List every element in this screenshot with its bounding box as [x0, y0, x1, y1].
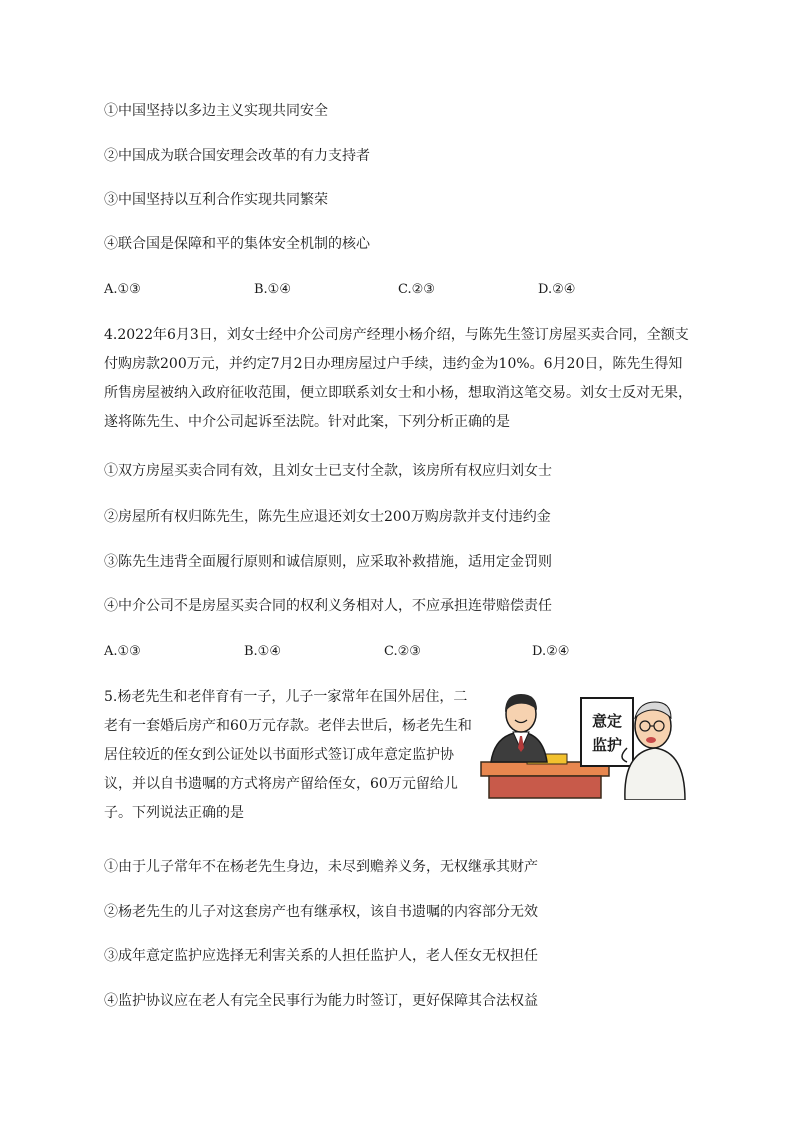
guardianship-illustration	[477, 688, 695, 800]
q5-stem: 5.杨老先生和老伴育有一子，儿子一家常年在国外居住，二老有一套婚后房产和60万元存款。老伴去世后，杨老先生和居住较近的侄女到公证处以书面形式签订成年意定监护协议，并以自书遗嘱的方式将房产留给侄女，60万元留给儿子。下列说法正确的是	[104, 689, 472, 821]
q3-statement-2: ②中国成为联合国安理会改革的有力支持者	[104, 148, 370, 164]
q4-option-c: C.②③	[384, 644, 421, 659]
q3-option-d: D.②④	[538, 282, 576, 297]
q4-stem: 4.2022年6月3日，刘女士经中介公司房产经理小杨介绍，与陈先生签订房屋买卖合同，全额支付购房款200万元，并约定7月2日办理房屋过户手续，违约金为10%。6月20日，陈先生得知所售房屋被纳入政府征收范围，便立即联系刘女士和小杨，想取消这笔交易。刘女士反对无果，遂将陈先生、中介公司起诉至法院。针对此案，下列分析正确的是	[104, 327, 692, 430]
q4-statement-4: ④中介公司不是房屋买卖合同的权利义务相对人，不应承担连带赔偿责任	[104, 598, 552, 614]
q4-option-a: A.①③	[104, 644, 141, 659]
q5-statement-3: ③成年意定监护应选择无利害关系的人担任监护人，老人侄女无权担任	[104, 948, 538, 964]
q3-option-b: B.①④	[254, 282, 291, 297]
q4-statement-2: ②房屋所有权归陈先生，陈先生应退还刘女士200万购房款并支付违约金	[104, 509, 551, 525]
sign-text-bottom: 监护	[591, 736, 623, 754]
q3-option-a: A.①③	[104, 282, 141, 297]
q4-statement-3: ③陈先生违背全面履行原则和诚信原则，应采取补救措施，适用定金罚则	[104, 554, 552, 570]
q4-statement-1: ①双方房屋买卖合同有效，且刘女士已支付全款，该房所有权应归刘女士	[104, 463, 552, 479]
q5-statement-2: ②杨老先生的儿子对这套房产也有继承权，该自书遗嘱的内容部分无效	[104, 904, 538, 920]
q3-statement-4: ④联合国是保障和平的集体安全机制的核心	[104, 236, 370, 252]
q5-statement-4: ④监护协议应在老人有完全民事行为能力时签订，更好保障其合法权益	[104, 993, 538, 1009]
sign-text-top: 意定	[591, 712, 623, 730]
q3-statement-3: ③中国坚持以互利合作实现共同繁荣	[104, 192, 328, 208]
q5-statement-1: ①由于儿子常年不在杨老先生身边，未尽到赡养义务，无权继承其财产	[104, 859, 538, 875]
q3-option-c: C.②③	[398, 282, 435, 297]
q4-option-d: D.②④	[532, 644, 570, 659]
q4-option-b: B.①④	[244, 644, 281, 659]
q3-statement-1: ①中国坚持以多边主义实现共同安全	[104, 103, 328, 119]
